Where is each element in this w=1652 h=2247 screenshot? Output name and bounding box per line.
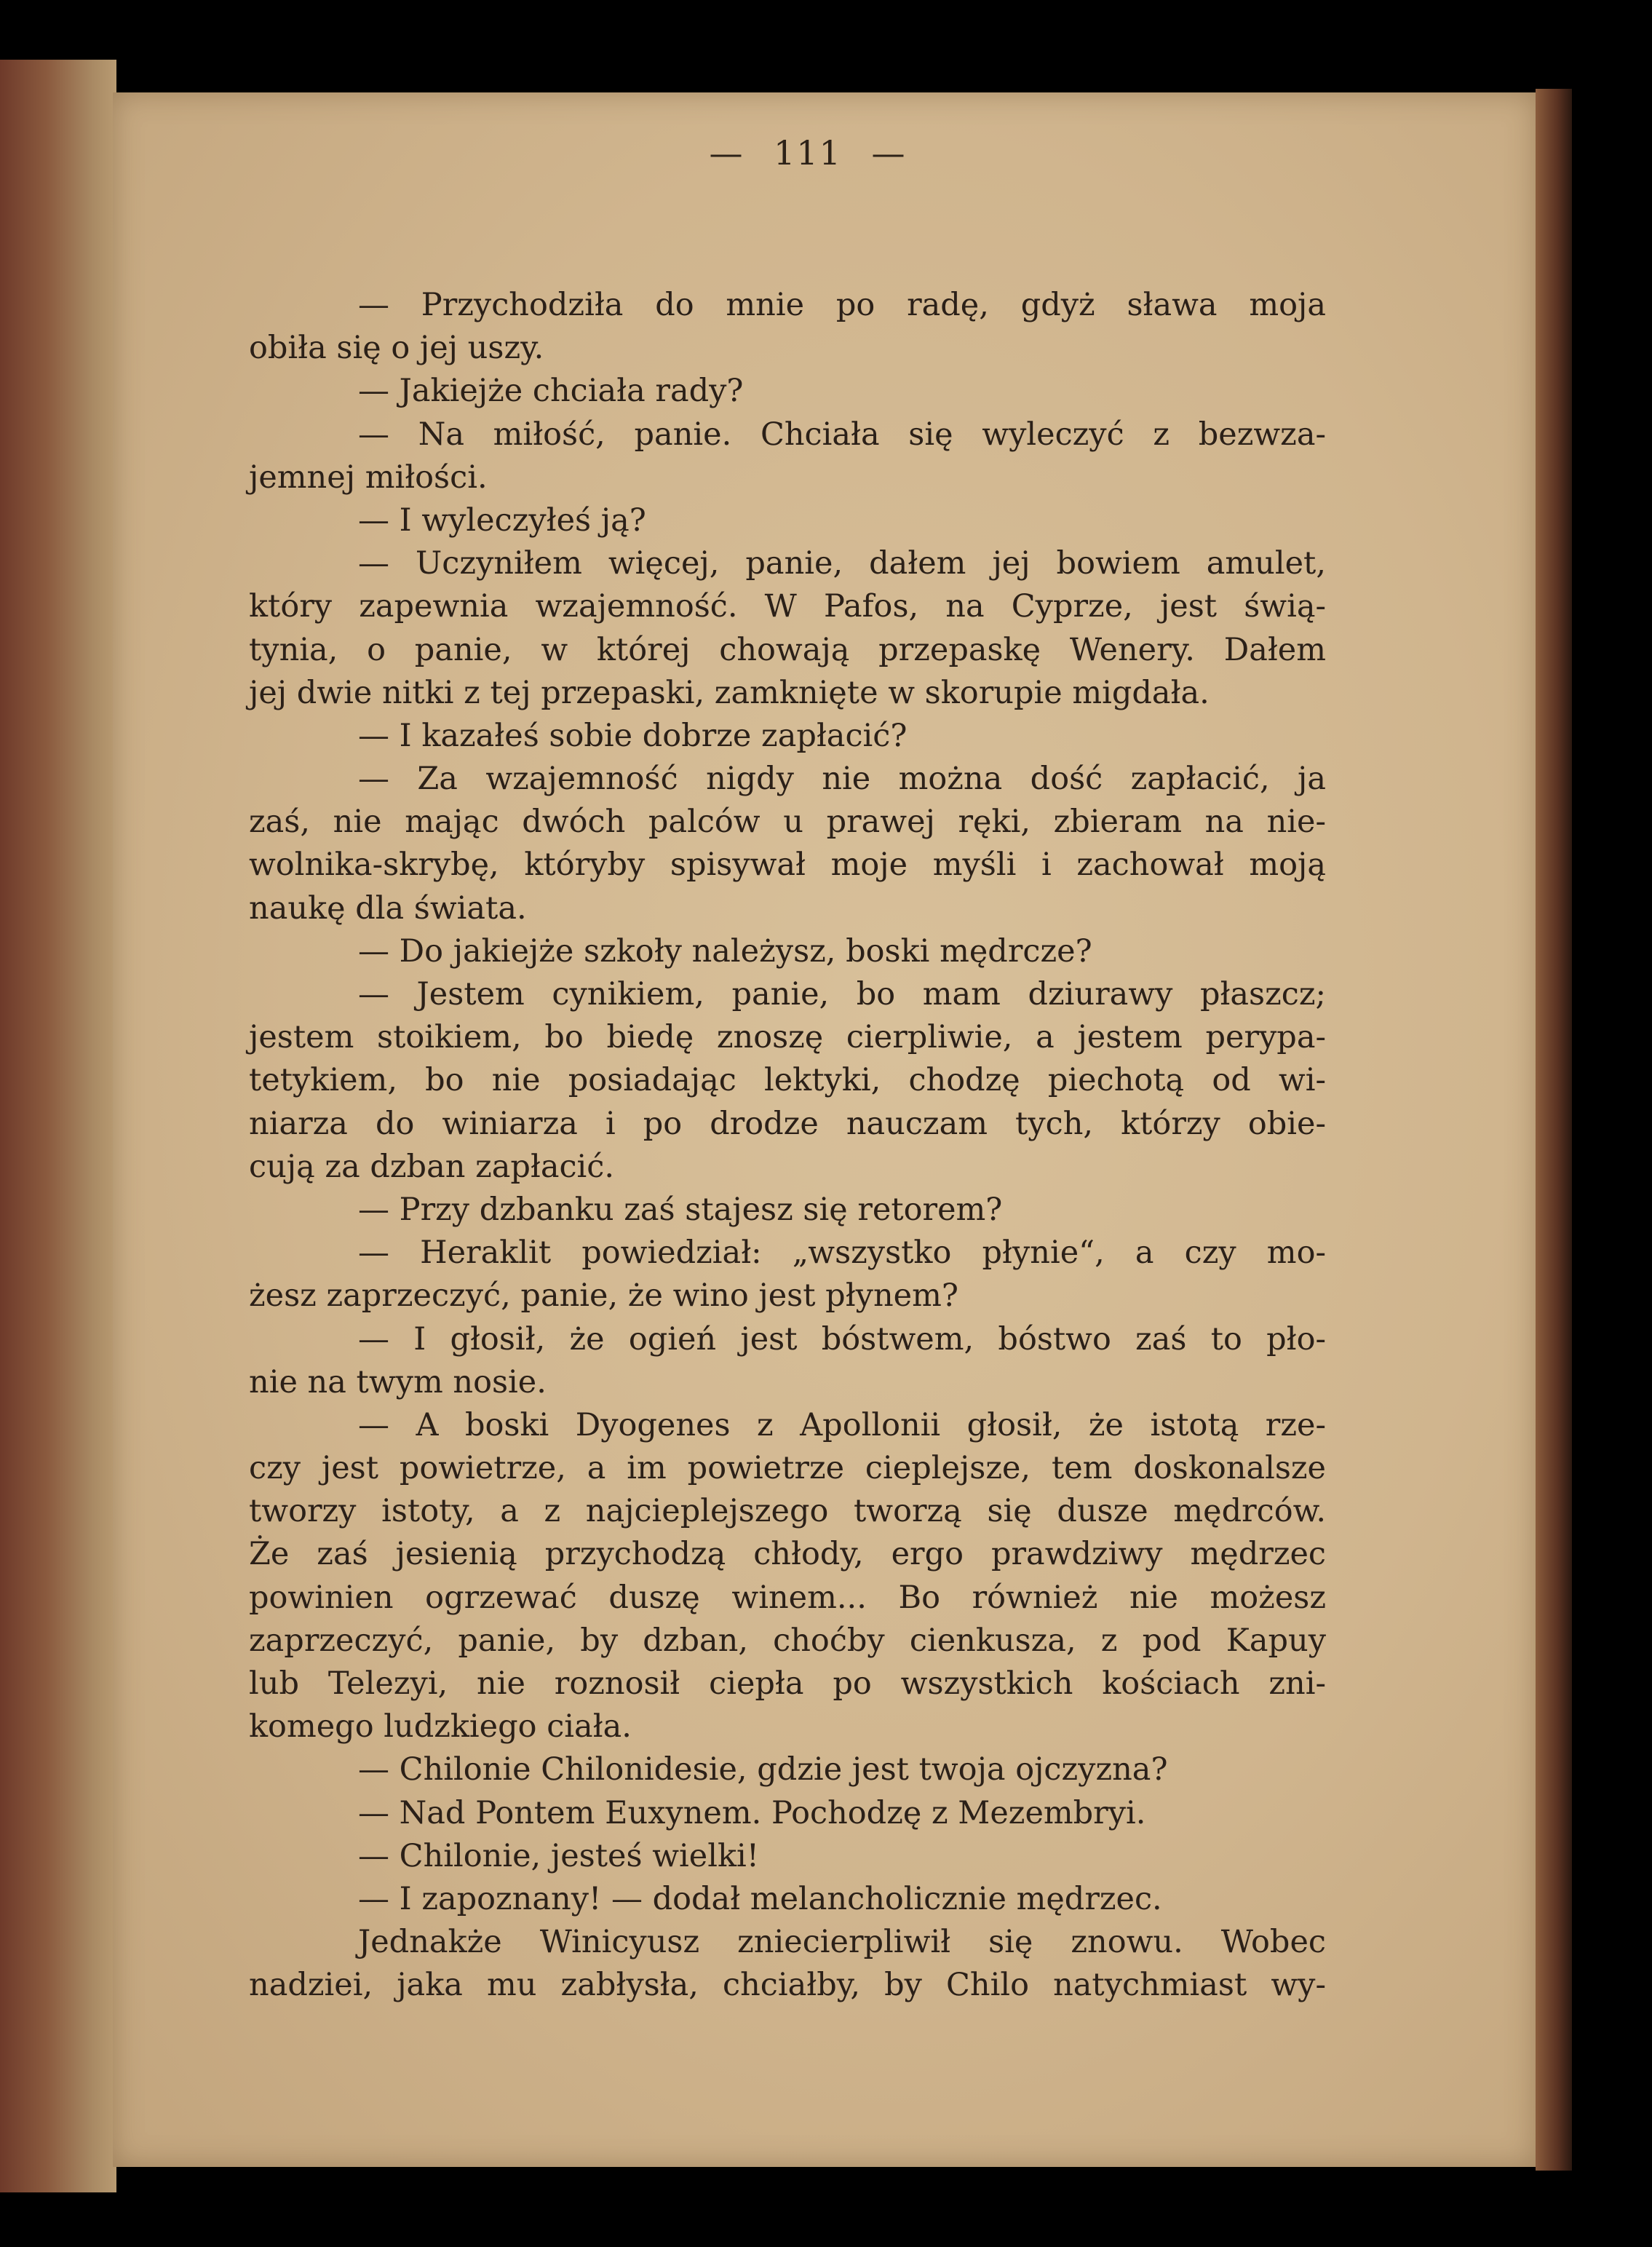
text-line: komego ludzkiego ciała. (249, 1708, 632, 1745)
page-number: — 111 — (709, 133, 907, 173)
text-line: — Jestem cynikiem, panie, bo mam dziurawy płaszcz; (358, 976, 1326, 1012)
text-line: Jednakże Winicyusz zniecierpliwił się znowu. Wobec (358, 1924, 1326, 1961)
text-line: — Uczyniłem więcej, panie, dałem jej bowiem amulet, (358, 545, 1326, 582)
text-line: nadziei, jaka mu zabłysła, chciałby, by Chilo natychmiast wy- (249, 1967, 1326, 2004)
text-line: — Na miłość, panie. Chciała się wyleczyć z bezwza- (358, 416, 1326, 453)
text-line: powinien ogrzewać duszę winem... Bo również nie możesz (249, 1579, 1326, 1616)
text-line: wolnika-skrybę, któryby spisywał moje myśli i zachował moją (249, 847, 1326, 884)
text-line: — I kazałeś sobie dobrze zapłacić? (358, 717, 908, 754)
text-line: cują za dzban zapłacić. (249, 1148, 615, 1185)
text-line: — A boski Dyogenes z Apollonii głosił, że istotą rze- (358, 1406, 1326, 1443)
previous-page-edge (0, 60, 116, 2192)
text-line: tynia, o panie, w której chowają przepaskę Wenery. Dałem (249, 631, 1326, 668)
text-line: — Za wzajemność nigdy nie można dość zapłacić, ja (358, 761, 1326, 798)
text-line: jemnej miłości. (249, 459, 488, 496)
text-line: który zapewnia wzajemność. W Pafos, na Cyprze, jest świą- (249, 588, 1326, 625)
text-line: — Chilonie, jesteś wielki! (358, 1837, 760, 1874)
text-line: Że zaś jesienią przychodzą chłody, ergo prawdziwy mędrzec (249, 1536, 1326, 1573)
text-line: żesz zaprzeczyć, panie, że wino jest płynem? (249, 1277, 958, 1315)
text-line: tworzy istoty, a z najcieplejszego tworzą się dusze mędrców. (249, 1493, 1326, 1530)
text-line: — Jakiejże chciała rady? (358, 373, 744, 410)
page-block-edge (1536, 89, 1572, 2171)
text-line: jestem stoikiem, bo biedę znoszę cierpliwie, a jestem perypa- (249, 1019, 1326, 1056)
text-line: — Przychodziła do mnie po radę, gdyż sława moja (358, 287, 1326, 323)
text-line: naukę dla świata. (249, 889, 527, 927)
text-line: niarza do winiarza i po drodze nauczam tych, którzy obie- (249, 1105, 1326, 1142)
text-line: tetykiem, bo nie posiadając lektyki, chodzę piechotą od wi- (249, 1062, 1326, 1099)
text-line: — I wyleczyłeś ją? (358, 502, 646, 539)
text-line: — I zapoznany! — dodał melancholicznie mędrzec. (358, 1880, 1162, 1917)
text-line: czy jest powietrze, a im powietrze cieplejsze, tem doskonalsze (249, 1450, 1326, 1487)
text-line: — Nad Pontem Euxynem. Pochodzę z Mezembryi. (358, 1794, 1146, 1831)
text-line: obiła się o jej uszy. (249, 330, 544, 367)
text-line: jej dwie nitki z tej przepaski, zamknięte w skorupie migdała. (249, 674, 1210, 711)
text-line: zaprzeczyć, panie, by dzban, choćby cienkusza, z pod Kapuy (249, 1622, 1326, 1659)
text-line: — Heraklit powiedział: „wszystko płynie“, a czy mo- (358, 1235, 1326, 1272)
text-line: lub Telezyi, nie roznosił ciepła po wszystkich kościach zni- (249, 1665, 1326, 1702)
text-line: — I głosił, że ogień jest bóstwem, bóstwo zaś to pło- (358, 1320, 1326, 1358)
page-text (249, 284, 1326, 2008)
text-line: — Do jakiejże szkoły należysz, boski mędrcze? (358, 932, 1092, 970)
text-line: zaś, nie mając dwóch palców u prawej ręki, zbieram na nie- (249, 804, 1326, 841)
text-line: — Przy dzbanku zaś stajesz się retorem? (358, 1191, 1003, 1228)
text-line: nie na twym nosie. (249, 1363, 547, 1400)
text-line: — Chilonie Chilonidesie, gdzie jest twoja ojczyzna? (358, 1751, 1168, 1788)
